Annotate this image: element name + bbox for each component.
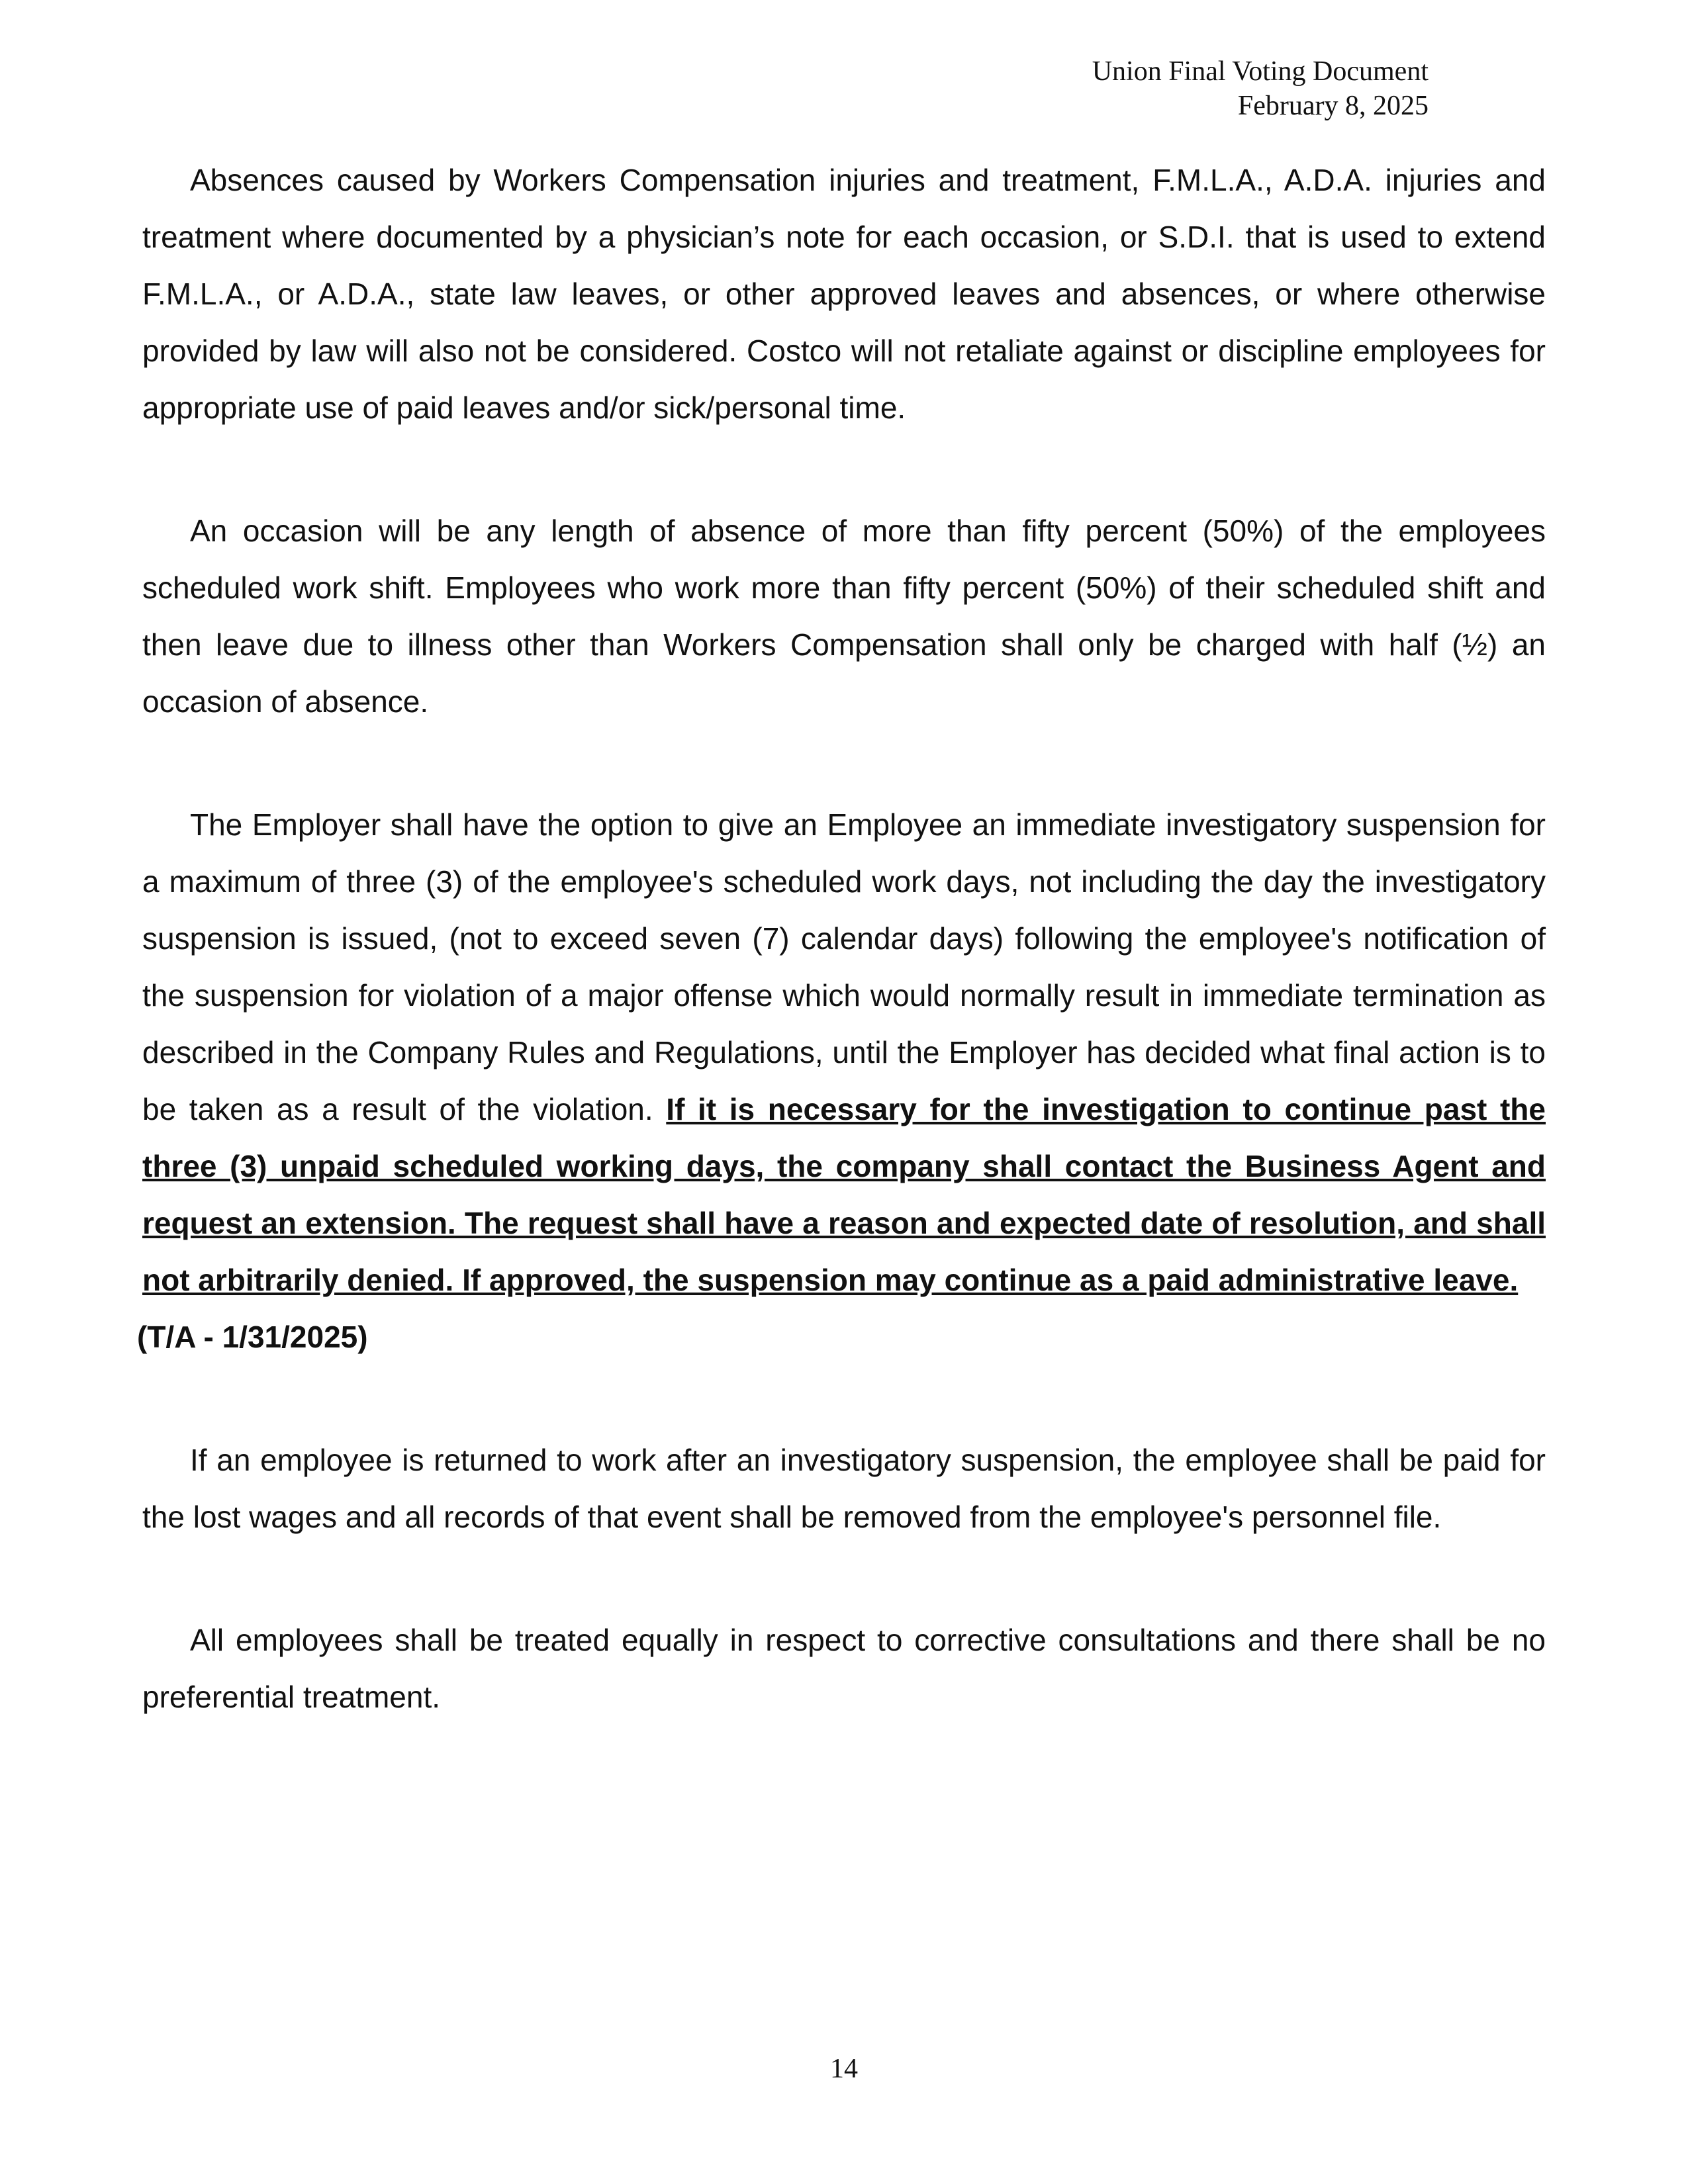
paragraph-investigatory-suspension [142, 796, 1546, 1308]
tentative-agreement-note: (T/A - 1/31/2025) [137, 1320, 368, 1354]
paragraph-equal-treatment: All employees shall be treated equally in respect to corrective consultations and there shall be no preferential treatment. [142, 1623, 1546, 1714]
suspension-extension-text: If it is necessary for the investigation to continue past the three (3) unpaid scheduled working days, the company shall contact the Business Agent and request an extension. The request shall have a reason and expected date of resolution, and shall not arbitrarily denied. If approved, the suspension may continue as a paid administrative leave. [142, 1092, 1546, 1297]
paragraph-spacer [142, 1365, 1546, 1432]
header-date: February 8, 2025 [1237, 91, 1429, 121]
paragraph-absences: Absences caused by Workers Compensation injuries and treatment, F.M.L.A., A.D.A. injuries and treatment where documented by a physician’s note for each occasion, or S.D.I. that is used to extend F.M.L.A., or A.D.A., state law leaves, or other approved leaves and absences, or where otherwise provided by law will also not be considered. Costco will not retaliate against or discipline employees for appropriate use of paid leaves and/or sick/personal time. [142, 163, 1546, 425]
header-title: Union Final Voting Document [1092, 56, 1429, 87]
paragraph-spacer [142, 730, 1546, 796]
paragraph-spacer [142, 1545, 1546, 1612]
paragraph-occasion: An occasion will be any length of absence of more than fifty percent (50%) of the employees scheduled work shift. Employees who work more than fifty percent (50%) of their scheduled shift and then leave due to illness other than Workers Compensation shall only be charged with half (½) an occasion of absence. [142, 514, 1546, 719]
document-header [1092, 54, 1429, 123]
page-number: 14 [830, 2054, 858, 2084]
paragraph-return-to-work: If an employee is returned to work after an investigatory suspension, the employee shall be paid for the lost wages and all records of that event shall be removed from the employee's personnel file. [142, 1443, 1546, 1534]
paragraph-spacer [142, 436, 1546, 502]
document-body [137, 152, 1546, 1725]
suspension-text: The Employer shall have the option to give an Employee an immediate investigatory suspension for a maximum of three (3) of the employee's scheduled work days, not including the day the investigatory suspension is issued, (not to exceed seven (7) calendar days) following the employee's notification of the suspension for violation of a major offense which would normally result in immediate termination as described in the Company Rules and Regulations, until the Employer has decided what final action is to be taken as a result of the violation. [142, 807, 1546, 1126]
